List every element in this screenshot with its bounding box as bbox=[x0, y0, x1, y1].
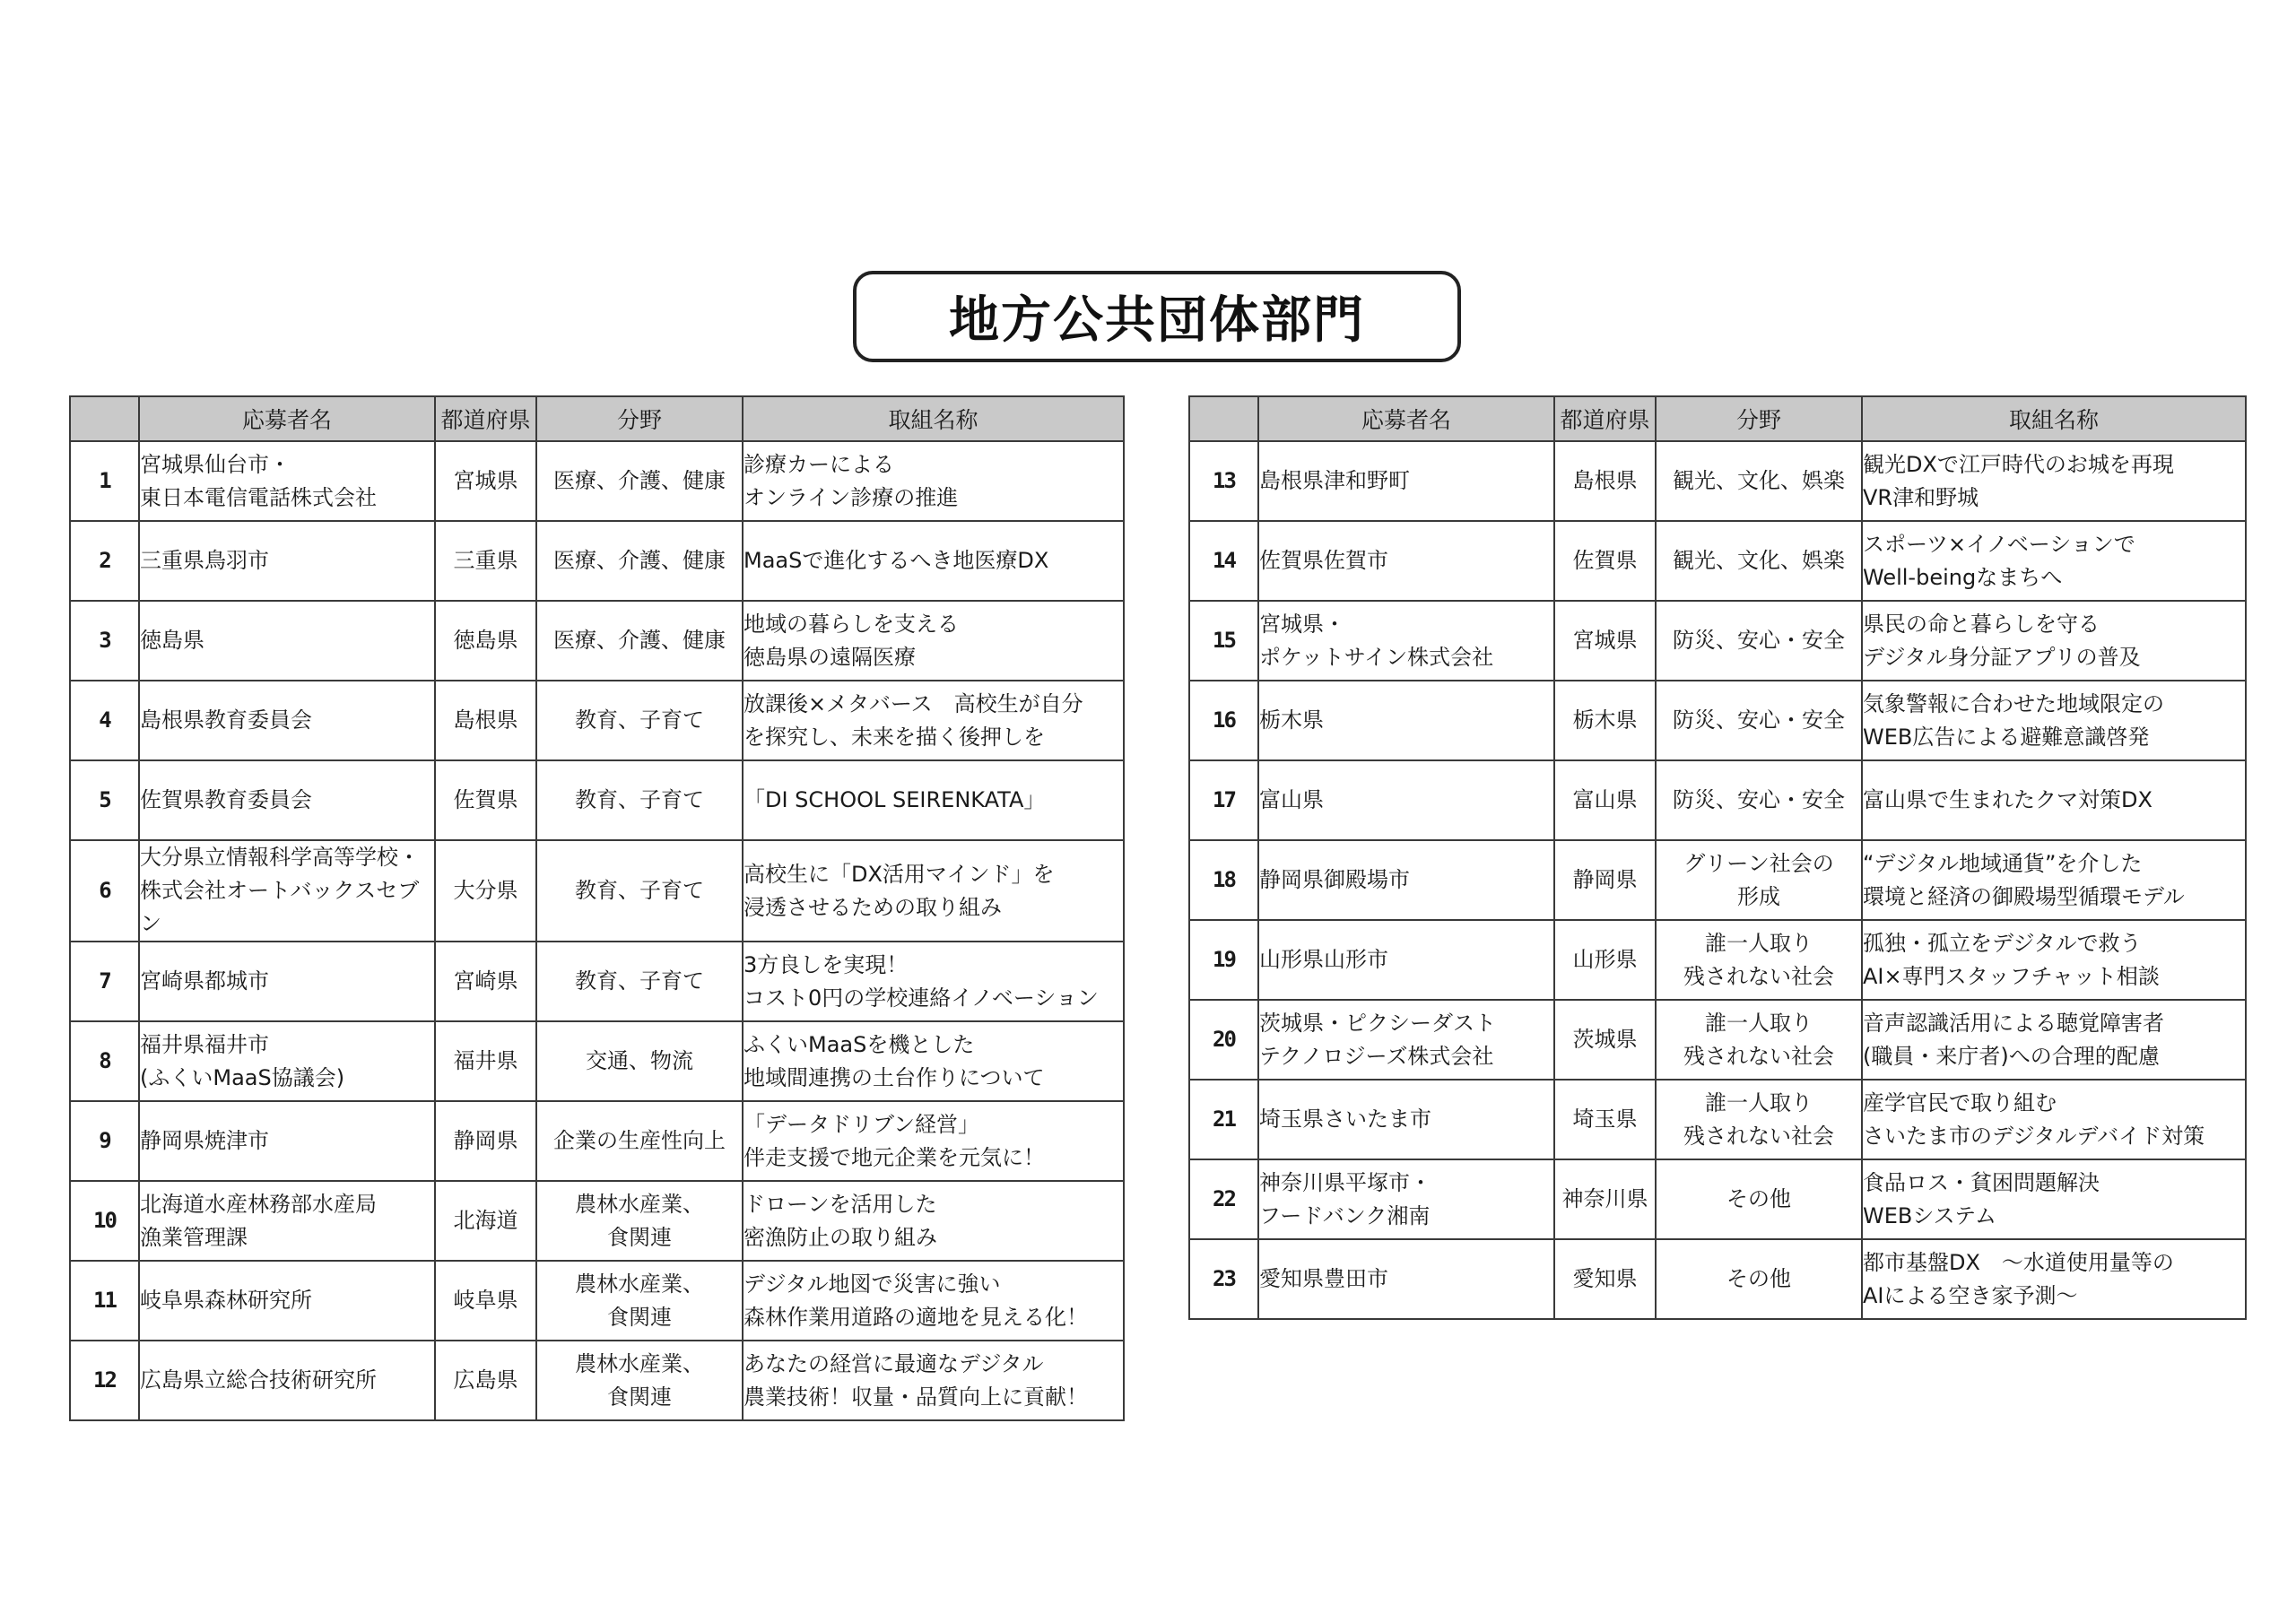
entry-number: 9 bbox=[70, 1101, 139, 1181]
project-name: 音声認識活用による聴覚障害者 (職員・来庁者)への合理的配慮 bbox=[1862, 1000, 2246, 1080]
table-row bbox=[1189, 601, 2246, 681]
table-row bbox=[1189, 1159, 2246, 1239]
header-number bbox=[1189, 396, 1258, 441]
table-row bbox=[70, 601, 1124, 681]
project-name: 「DI SCHOOL SEIRENKATA」 bbox=[743, 760, 1124, 840]
field: 誰一人取り 残されない社会 bbox=[1656, 1000, 1862, 1080]
entry-number: 8 bbox=[70, 1021, 139, 1101]
project-name: 高校生に「DX活用マインド」を 浸透させるための取り組み bbox=[743, 840, 1124, 942]
project-name: 観光DXで江戸時代のお城を再現 VR津和野城 bbox=[1862, 441, 2246, 521]
header-applicant: 応募者名 bbox=[1258, 396, 1554, 441]
project-name: MaaSで進化するへき地医療DX bbox=[743, 521, 1124, 601]
applicant-name: 徳島県 bbox=[139, 601, 435, 681]
entry-number: 5 bbox=[70, 760, 139, 840]
project-name: スポーツ×イノベーションで Well-beingなまちへ bbox=[1862, 521, 2246, 601]
prefecture: 栃木県 bbox=[1554, 681, 1656, 760]
table-row bbox=[70, 760, 1124, 840]
prefecture: 埼玉県 bbox=[1554, 1080, 1656, 1159]
applicant-name: 三重県鳥羽市 bbox=[139, 521, 435, 601]
field: 農林水産業、 食関連 bbox=[536, 1261, 743, 1341]
prefecture: 佐賀県 bbox=[435, 760, 536, 840]
table-row bbox=[1189, 1000, 2246, 1080]
table-row bbox=[1189, 441, 2246, 521]
applicant-name: 宮城県仙台市・ 東日本電信電話株式会社 bbox=[139, 441, 435, 521]
field: 交通、物流 bbox=[536, 1021, 743, 1101]
project-name: 地域の暮らしを支える 徳島県の遠隔医療 bbox=[743, 601, 1124, 681]
entry-number: 12 bbox=[70, 1341, 139, 1420]
applicant-name: 茨城県・ピクシーダスト テクノロジーズ株式会社 bbox=[1258, 1000, 1554, 1080]
header-project: 取組名称 bbox=[1862, 396, 2246, 441]
project-name: 孤独・孤立をデジタルで救う AI×専門スタッフチャット相談 bbox=[1862, 920, 2246, 1000]
project-name: 放課後×メタバース 高校生が自分 を探究し、未来を描く後押しを bbox=[743, 681, 1124, 760]
applicant-name: 愛知県豊田市 bbox=[1258, 1239, 1554, 1319]
table-row bbox=[1189, 681, 2246, 760]
applicant-name: 宮崎県都城市 bbox=[139, 942, 435, 1021]
applicant-name: 岐阜県森林研究所 bbox=[139, 1261, 435, 1341]
project-name: ふくいMaaSを機とした 地域間連携の土台作りについて bbox=[743, 1021, 1124, 1101]
entry-number: 7 bbox=[70, 942, 139, 1021]
entry-number: 11 bbox=[70, 1261, 139, 1341]
page-title: 地方公共団体部門 bbox=[853, 271, 1461, 362]
table-row bbox=[70, 681, 1124, 760]
table-row bbox=[70, 521, 1124, 601]
field: 防災、安心・安全 bbox=[1656, 681, 1862, 760]
prefecture: 徳島県 bbox=[435, 601, 536, 681]
project-name: 診療カーによる オンライン診療の推進 bbox=[743, 441, 1124, 521]
header-prefecture: 都道府県 bbox=[435, 396, 536, 441]
field: 防災、安心・安全 bbox=[1656, 760, 1862, 840]
prefecture: 三重県 bbox=[435, 521, 536, 601]
header-applicant: 応募者名 bbox=[139, 396, 435, 441]
field: 農林水産業、 食関連 bbox=[536, 1181, 743, 1261]
applicant-name: 北海道水産林務部水産局 漁業管理課 bbox=[139, 1181, 435, 1261]
entry-number: 1 bbox=[70, 441, 139, 521]
entry-number: 23 bbox=[1189, 1239, 1258, 1319]
field: 医療、介護、健康 bbox=[536, 441, 743, 521]
applicant-name: 埼玉県さいたま市 bbox=[1258, 1080, 1554, 1159]
applicant-name: 島根県津和野町 bbox=[1258, 441, 1554, 521]
field: 企業の生産性向上 bbox=[536, 1101, 743, 1181]
entry-number: 13 bbox=[1189, 441, 1258, 521]
field: 誰一人取り 残されない社会 bbox=[1656, 920, 1862, 1000]
applicant-name: 栃木県 bbox=[1258, 681, 1554, 760]
entry-number: 16 bbox=[1189, 681, 1258, 760]
applicant-name: 島根県教育委員会 bbox=[139, 681, 435, 760]
table-row bbox=[70, 942, 1124, 1021]
prefecture: 神奈川県 bbox=[1554, 1159, 1656, 1239]
prefecture: 島根県 bbox=[1554, 441, 1656, 521]
prefecture: 大分県 bbox=[435, 840, 536, 942]
field: 教育、子育て bbox=[536, 840, 743, 942]
header-number bbox=[70, 396, 139, 441]
prefecture: 北海道 bbox=[435, 1181, 536, 1261]
header-field: 分野 bbox=[536, 396, 743, 441]
table-row bbox=[1189, 840, 2246, 920]
entry-number: 15 bbox=[1189, 601, 1258, 681]
prefecture: 宮崎県 bbox=[435, 942, 536, 1021]
project-name: “デジタル地域通貨”を介した 環境と経済の御殿場型循環モデル bbox=[1862, 840, 2246, 920]
table-row bbox=[1189, 920, 2246, 1000]
prefecture: 宮城県 bbox=[435, 441, 536, 521]
table-row bbox=[70, 1021, 1124, 1101]
project-name: 富山県で生まれたクマ対策DX bbox=[1862, 760, 2246, 840]
field: その他 bbox=[1656, 1239, 1862, 1319]
entry-number: 18 bbox=[1189, 840, 1258, 920]
applicant-name: 富山県 bbox=[1258, 760, 1554, 840]
applicant-name: 神奈川県平塚市・ フードバンク湘南 bbox=[1258, 1159, 1554, 1239]
header-field: 分野 bbox=[1656, 396, 1862, 441]
header-prefecture: 都道府県 bbox=[1554, 396, 1656, 441]
project-name: デジタル地図で災害に強い 森林作業用道路の適地を見える化！ bbox=[743, 1261, 1124, 1341]
table-row bbox=[70, 840, 1124, 942]
prefecture: 福井県 bbox=[435, 1021, 536, 1101]
project-name: 都市基盤DX ～水道使用量等の AIによる空き家予測～ bbox=[1862, 1239, 2246, 1319]
project-name: 3方良しを実現！ コスト0円の学校連絡イノベーション bbox=[743, 942, 1124, 1021]
prefecture: 静岡県 bbox=[435, 1101, 536, 1181]
entry-number: 4 bbox=[70, 681, 139, 760]
table-header-row bbox=[1189, 396, 2246, 441]
table-body-left bbox=[70, 441, 1124, 1420]
table-row bbox=[1189, 521, 2246, 601]
project-name: あなたの経営に最適なデジタル 農業技術！収量・品質向上に貢献！ bbox=[743, 1341, 1124, 1420]
table-row bbox=[70, 441, 1124, 521]
table-row bbox=[1189, 1080, 2246, 1159]
project-name: ドローンを活用した 密漁防止の取り組み bbox=[743, 1181, 1124, 1261]
applicant-name: 宮城県・ ポケットサイン株式会社 bbox=[1258, 601, 1554, 681]
field: 医療、介護、健康 bbox=[536, 521, 743, 601]
entry-number: 20 bbox=[1189, 1000, 1258, 1080]
project-name: 食品ロス・貧困問題解決 WEBシステム bbox=[1862, 1159, 2246, 1239]
prefecture: 静岡県 bbox=[1554, 840, 1656, 920]
prefecture: 宮城県 bbox=[1554, 601, 1656, 681]
prefecture: 茨城県 bbox=[1554, 1000, 1656, 1080]
project-name: 産学官民で取り組む さいたま市のデジタルデバイド対策 bbox=[1862, 1080, 2246, 1159]
field: グリーン社会の 形成 bbox=[1656, 840, 1862, 920]
table-row bbox=[70, 1261, 1124, 1341]
entries-table-right bbox=[1188, 395, 2247, 1320]
field: 教育、子育て bbox=[536, 760, 743, 840]
entries-table-left bbox=[69, 395, 1125, 1421]
field: 農林水産業、 食関連 bbox=[536, 1341, 743, 1420]
entry-number: 6 bbox=[70, 840, 139, 942]
applicant-name: 福井県福井市 (ふくいMaaS協議会) bbox=[139, 1021, 435, 1101]
applicant-name: 山形県山形市 bbox=[1258, 920, 1554, 1000]
table-body-right bbox=[1189, 441, 2246, 1319]
project-name: 県民の命と暮らしを守る デジタル身分証アプリの普及 bbox=[1862, 601, 2246, 681]
table-row bbox=[70, 1101, 1124, 1181]
prefecture: 岐阜県 bbox=[435, 1261, 536, 1341]
field: 教育、子育て bbox=[536, 942, 743, 1021]
table-row bbox=[1189, 760, 2246, 840]
field: 観光、文化、娯楽 bbox=[1656, 521, 1862, 601]
table-row bbox=[70, 1341, 1124, 1420]
project-name: 気象警報に合わせた地域限定の WEB広告による避難意識啓発 bbox=[1862, 681, 2246, 760]
field: 医療、介護、健康 bbox=[536, 601, 743, 681]
field: 観光、文化、娯楽 bbox=[1656, 441, 1862, 521]
entry-number: 10 bbox=[70, 1181, 139, 1261]
applicant-name: 大分県立情報科学高等学校・ 株式会社オートバックスセブン bbox=[139, 840, 435, 942]
table-row bbox=[70, 1181, 1124, 1261]
entry-number: 17 bbox=[1189, 760, 1258, 840]
entry-number: 14 bbox=[1189, 521, 1258, 601]
project-name: 「データドリブン経営」 伴走支援で地元企業を元気に！ bbox=[743, 1101, 1124, 1181]
field: その他 bbox=[1656, 1159, 1862, 1239]
prefecture: 広島県 bbox=[435, 1341, 536, 1420]
entry-number: 19 bbox=[1189, 920, 1258, 1000]
entry-number: 22 bbox=[1189, 1159, 1258, 1239]
table-header-row bbox=[70, 396, 1124, 441]
applicant-name: 静岡県焼津市 bbox=[139, 1101, 435, 1181]
entry-number: 21 bbox=[1189, 1080, 1258, 1159]
applicant-name: 佐賀県教育委員会 bbox=[139, 760, 435, 840]
applicant-name: 静岡県御殿場市 bbox=[1258, 840, 1554, 920]
applicant-name: 広島県立総合技術研究所 bbox=[139, 1341, 435, 1420]
prefecture: 富山県 bbox=[1554, 760, 1656, 840]
table-row bbox=[1189, 1239, 2246, 1319]
applicant-name: 佐賀県佐賀市 bbox=[1258, 521, 1554, 601]
entry-number: 3 bbox=[70, 601, 139, 681]
field: 防災、安心・安全 bbox=[1656, 601, 1862, 681]
header-project: 取組名称 bbox=[743, 396, 1124, 441]
prefecture: 佐賀県 bbox=[1554, 521, 1656, 601]
prefecture: 山形県 bbox=[1554, 920, 1656, 1000]
field: 誰一人取り 残されない社会 bbox=[1656, 1080, 1862, 1159]
prefecture: 愛知県 bbox=[1554, 1239, 1656, 1319]
entry-number: 2 bbox=[70, 521, 139, 601]
prefecture: 島根県 bbox=[435, 681, 536, 760]
field: 教育、子育て bbox=[536, 681, 743, 760]
